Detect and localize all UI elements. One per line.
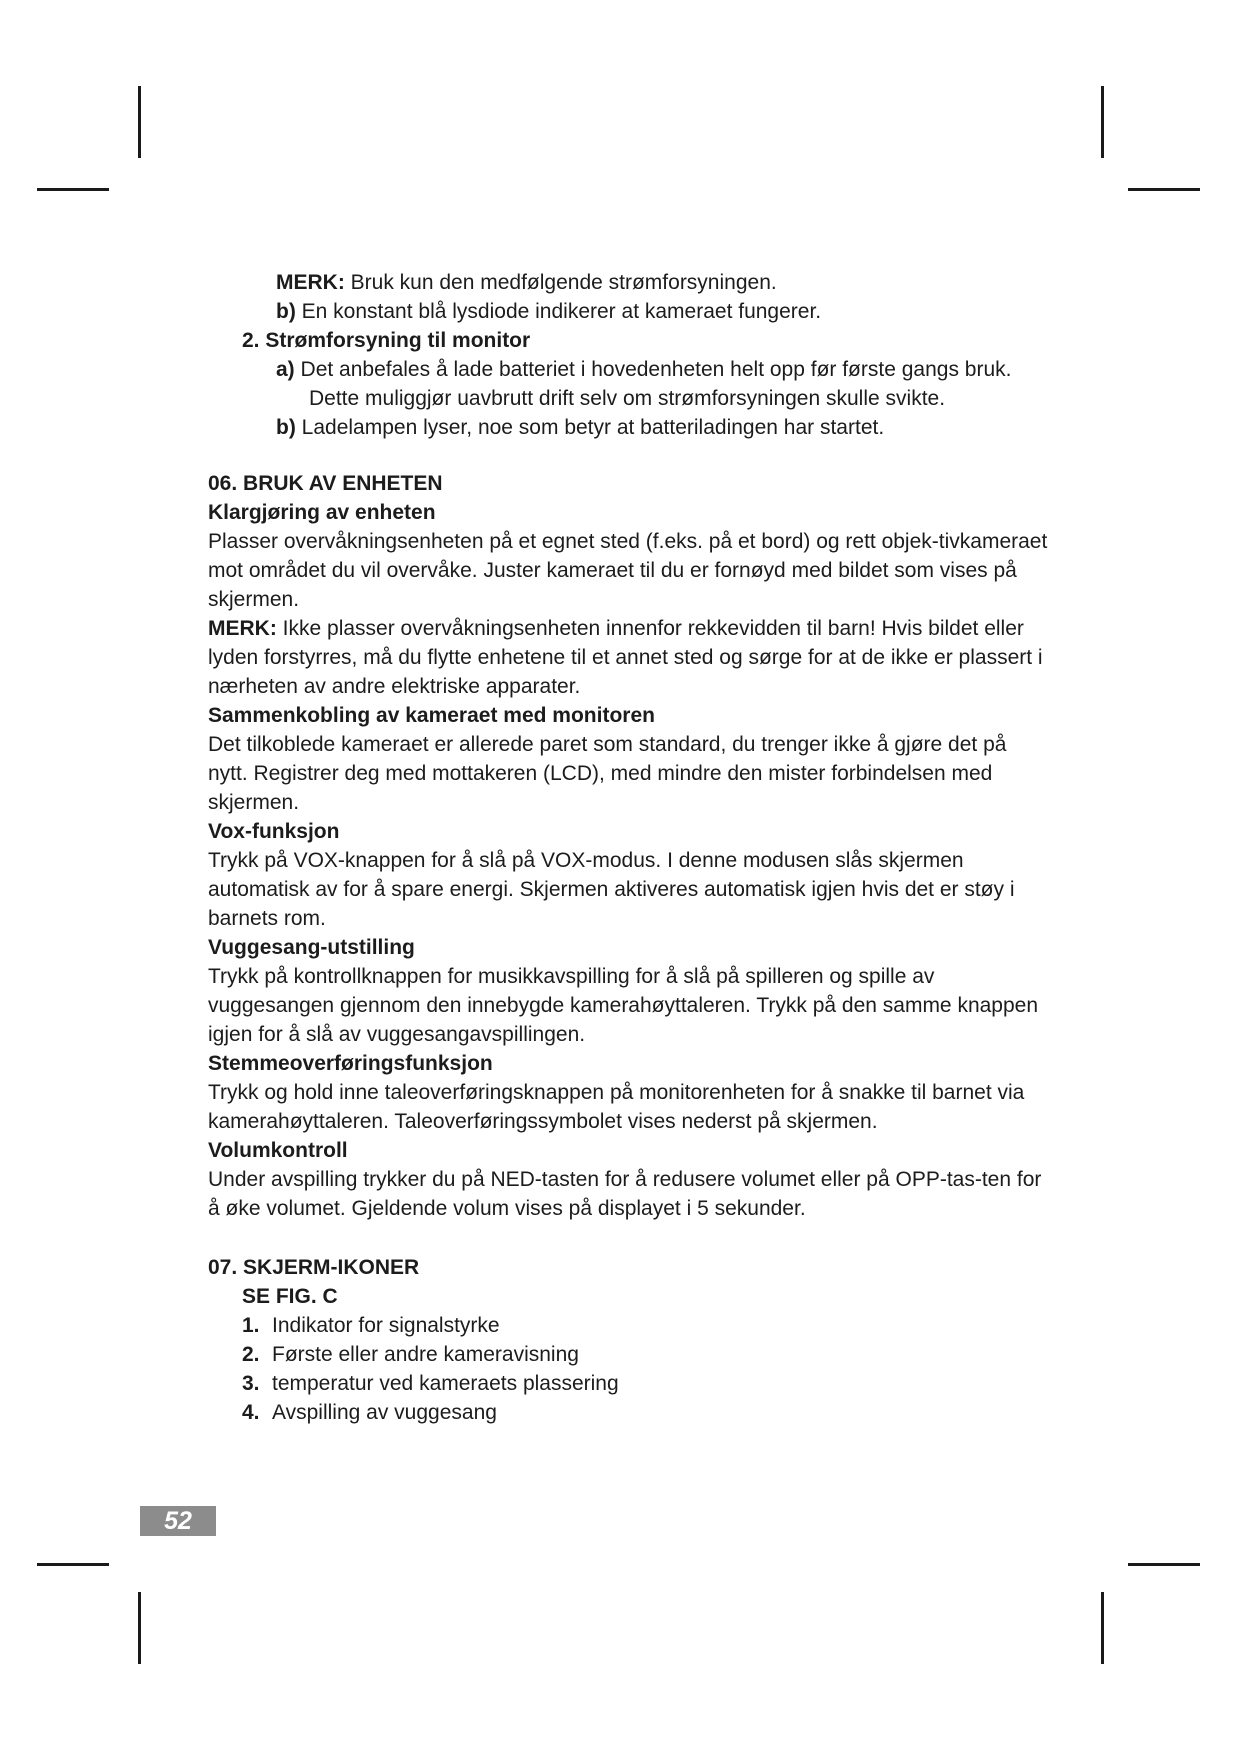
page-content — [208, 268, 1048, 1427]
list-item-label: a) — [276, 358, 295, 381]
crop-mark-top-right-vertical — [1101, 86, 1104, 158]
list-item-text: Ladelampen lyser, noe som betyr at batteriladingen har startet. — [295, 416, 885, 439]
paragraph-preparation: Plasser overvåkningsenheten på et egnet sted (f.eks. på et bord) og rett objek-tivkameraet mot området du vil overvåke. Juster kameraet til du er fornøyd med bildet som vises på skjermen. — [208, 530, 1048, 611]
list-item — [242, 1369, 1048, 1398]
list-item-text: Avspilling av vuggesang — [272, 1401, 497, 1424]
spacer — [208, 442, 1048, 469]
list-item-text: Indikator for signalstyrke — [272, 1314, 500, 1337]
list-item-text: En konstant blå lysdiode indikerer at kameraet fungerer. — [295, 300, 822, 323]
note-label: MERK: — [276, 271, 345, 294]
crop-mark-bottom-right-horizontal — [1128, 1563, 1200, 1566]
list-item-text: temperatur ved kameraets plassering — [272, 1372, 619, 1395]
list-item — [242, 1311, 1048, 1340]
crop-mark-top-right-horizontal — [1128, 188, 1200, 191]
paragraph-pairing: Det tilkoblede kameraet er allerede paret som standard, du trenger ikke å gjøre det på nytt. Registrer deg med mottakeren (LCD), med mindre den mister forbindelsen med skjermen. — [208, 733, 1007, 814]
list-item-text: Det anbefales å lade batteriet i hovedenheten helt opp før første gangs bruk. Dette muliggjør uavbrutt drift selv om strømforsyningen skulle svikte. — [294, 358, 1012, 410]
list-item-b-led — [208, 297, 1048, 326]
note-power-supply — [208, 268, 1048, 297]
list-item-label: b) — [276, 300, 296, 323]
list-item-text: Første eller andre kameravisning — [272, 1343, 579, 1366]
list-item — [242, 1340, 1048, 1369]
list-heading-text: Strømforsyning til monitor — [265, 329, 531, 352]
crop-mark-bottom-left-horizontal — [37, 1563, 109, 1566]
note-label: MERK: — [208, 617, 277, 640]
section-06-title: 06. BRUK AV ENHETEN — [208, 472, 443, 495]
screen-icons-list — [208, 1311, 1048, 1427]
crop-mark-top-left-horizontal — [37, 188, 109, 191]
crop-mark-bottom-left-vertical — [138, 1592, 141, 1664]
paragraph-volume: Under avspilling trykker du på NED-tasten for å redusere volumet eller på OPP-tas-ten for å øke volumet. Gjeldende volum vises på displayet i 5 sekunder. — [208, 1168, 1042, 1220]
crop-mark-top-left-vertical — [138, 86, 141, 158]
list-number: 2. — [242, 1343, 260, 1366]
note-text: Ikke plasser overvåkningsenheten innenfor rekkevidden til barn! Hvis bildet eller lyden forstyrres, må du flytte enhetene til et annet sted og sørge for at de ikke er plassert i nærheten av andre elektriske apparater. — [208, 617, 1043, 698]
section-07-title: 07. SKJERM-IKONER — [208, 1256, 420, 1279]
list-item-label: b) — [276, 416, 296, 439]
subheading-volume: Volumkontroll — [208, 1139, 348, 1162]
note-text: Bruk kun den medfølgende strømforsyningen. — [344, 271, 777, 294]
list-item-a-charge — [208, 355, 1048, 413]
spacer — [208, 1223, 1048, 1253]
list-item — [242, 1398, 1048, 1427]
subheading-pairing: Sammenkobling av kameraet med monitoren — [208, 704, 655, 727]
paragraph-lullaby: Trykk på kontrollknappen for musikkavspilling for å slå på spilleren og spille av vuggesangen gjennom den innebygde kamerahøyttaleren. Trykk på den samme knappen igjen for å slå av vuggesangavspillingen. — [208, 965, 1039, 1046]
list-number: 4. — [242, 1401, 260, 1424]
subheading-lullaby: Vuggesang-utstilling — [208, 936, 415, 959]
crop-mark-bottom-right-vertical — [1101, 1592, 1104, 1664]
paragraph-note — [208, 614, 1048, 701]
list-item-2-heading — [208, 326, 1048, 355]
paragraph-vox: Trykk på VOX-knappen for å slå på VOX-modus. I denne modusen slås skjermen automatisk av for å spare energi. Skjermen aktiveres automatisk igjen hvis det er støy i barnets rom. — [208, 849, 1015, 930]
subheading-talkback: Stemmeoverføringsfunksjon — [208, 1052, 493, 1075]
list-number: 2. — [242, 329, 260, 352]
page-number: 52 — [140, 1506, 216, 1536]
subheading-preparation: Klargjøring av enheten — [208, 501, 436, 524]
subheading-vox: Vox-funksjon — [208, 820, 340, 843]
list-item-b-charge-lamp — [208, 413, 1048, 442]
paragraph-talkback: Trykk og hold inne taleoverføringsknappen på monitorenheten for å snakke til barnet via kamerahøyttaleren. Taleoverføringssymbolet vises nederst på skjermen. — [208, 1081, 1025, 1133]
section-07-subtitle: SE FIG. C — [242, 1285, 338, 1308]
list-number: 3. — [242, 1372, 260, 1395]
list-number: 1. — [242, 1314, 260, 1337]
